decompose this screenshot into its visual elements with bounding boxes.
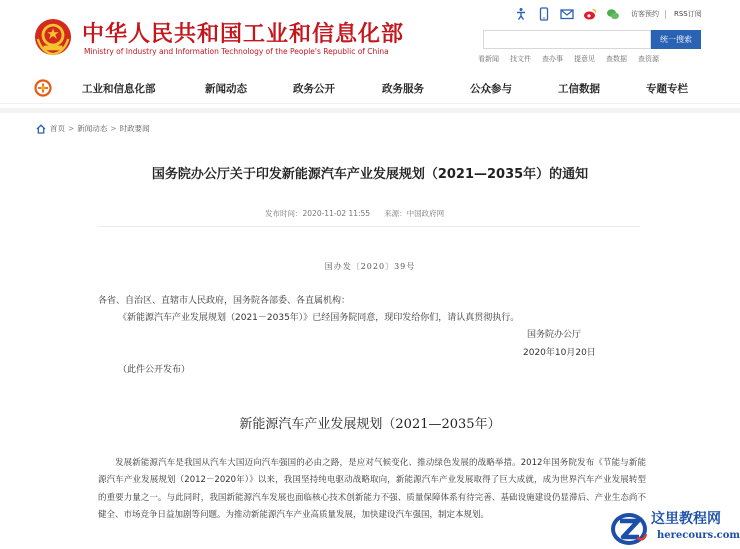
weibo-icon[interactable]: [583, 7, 597, 21]
search-link-services[interactable]: 查办事: [542, 55, 563, 63]
breadcrumb-current[interactable]: 时政要闻: [119, 124, 150, 133]
watermark-logo-icon: [609, 508, 649, 548]
search-link-files[interactable]: 找文件: [510, 55, 531, 63]
header-tools: [514, 6, 702, 22]
watermark: [609, 506, 740, 549]
mail-icon[interactable]: [560, 7, 574, 21]
site-header: [0, 0, 740, 70]
meta-divider: [98, 226, 640, 227]
salutation: 各省、自治区、直辖市人民政府，国务院各部委、各直属机构：: [98, 296, 351, 306]
issue-date: 2020年10月20日: [523, 348, 596, 358]
nav-divider: [0, 108, 740, 113]
nav-item-miit[interactable]: 工业和信息化部: [82, 83, 156, 95]
breadcrumb-separator: >: [110, 124, 117, 133]
accessibility-icon[interactable]: [514, 7, 528, 21]
article-title: 国务院办公厅关于印发新能源汽车产业发展规划（2021—2035年）的通知: [151, 167, 589, 182]
article-source: 来源：中国政府网: [384, 209, 445, 218]
article-meta: [265, 208, 458, 219]
breadcrumb: [36, 123, 150, 134]
watermark-url: herecours.com: [657, 530, 740, 541]
nav-item-gov-services[interactable]: 政务服务: [382, 83, 424, 95]
issuer: 国务院办公厅: [527, 330, 582, 340]
publish-time: 发布时间：2020-11-02 11:55: [265, 209, 371, 218]
national-emblem-icon[interactable]: [34, 18, 72, 56]
visitor-appointment-link[interactable]: 访客预约: [631, 10, 659, 18]
search-link-feedback[interactable]: 提意见: [574, 55, 595, 63]
breadcrumb-news[interactable]: 新闻动态: [77, 124, 108, 133]
nav-item-public-participation[interactable]: 公众参与: [470, 83, 512, 95]
document-number: 国办发〔2020〕39号: [324, 262, 416, 271]
breadcrumb-separator: >: [68, 124, 75, 133]
notice-line: 《新能源汽车产业发展规划（2021－2035年）》已经国务院同意，现印发给你们，请认真贯彻执行。: [118, 313, 520, 323]
search-quick-links: [478, 54, 670, 64]
search-button[interactable]: 统一搜索: [651, 30, 701, 49]
wechat-icon[interactable]: [606, 7, 620, 21]
breadcrumb-home[interactable]: 首页: [50, 124, 65, 133]
publication-note: （此件公开发布）: [118, 365, 191, 375]
search-link-data[interactable]: 查数据: [606, 55, 627, 63]
site-subtitle: Ministry of Industry and Information Technology of the People's Republic of China: [84, 47, 389, 56]
watermark-text: 这里教程网: [651, 511, 721, 527]
main-nav: [0, 72, 740, 104]
mobile-icon[interactable]: [537, 7, 551, 21]
rss-link[interactable]: RSS订阅: [674, 10, 702, 18]
nav-item-news[interactable]: 新闻动态: [205, 83, 247, 95]
plan-title: 新能源汽车产业发展规划（2021—2035年）: [239, 417, 501, 432]
article-body: 发展新能源汽车是我国从汽车大国迈向汽车强国的必由之路，是应对气候变化、推动绿色发展的战略举措。2012年国务院发布《节能与新能源汽车产业发展规划（2012－2020年）》以来，我国坚持纯电驱动战略取向，新能源汽车产业发展取得了巨大成就，成为世界汽车产业发展转型的重要力量之一。与此同时，我国新能源汽车发展也面临核心技术创新能力不强、质量保障体系有待完善、基础设施建设仍显滞后、产业生态尚不健全、市场竞争日益加剧等问题。为推动新能源汽车产业高质量发展，加快建设汽车强国，制定本规划。: [98, 458, 646, 520]
search-input[interactable]: [483, 30, 651, 49]
home-icon: [36, 124, 46, 134]
miit-logo-icon[interactable]: [34, 79, 52, 97]
nav-item-data[interactable]: 工信数据: [558, 83, 600, 95]
search-link-news[interactable]: 看新闻: [478, 55, 499, 63]
nav-item-special-topics[interactable]: 专题专栏: [646, 83, 688, 95]
nav-item-gov-affairs[interactable]: 政务公开: [293, 83, 335, 95]
tool-divider: [665, 10, 666, 19]
search-link-resources[interactable]: 查资源: [638, 55, 659, 63]
site-title[interactable]: 中华人民共和国工业和信息化部: [82, 22, 405, 47]
